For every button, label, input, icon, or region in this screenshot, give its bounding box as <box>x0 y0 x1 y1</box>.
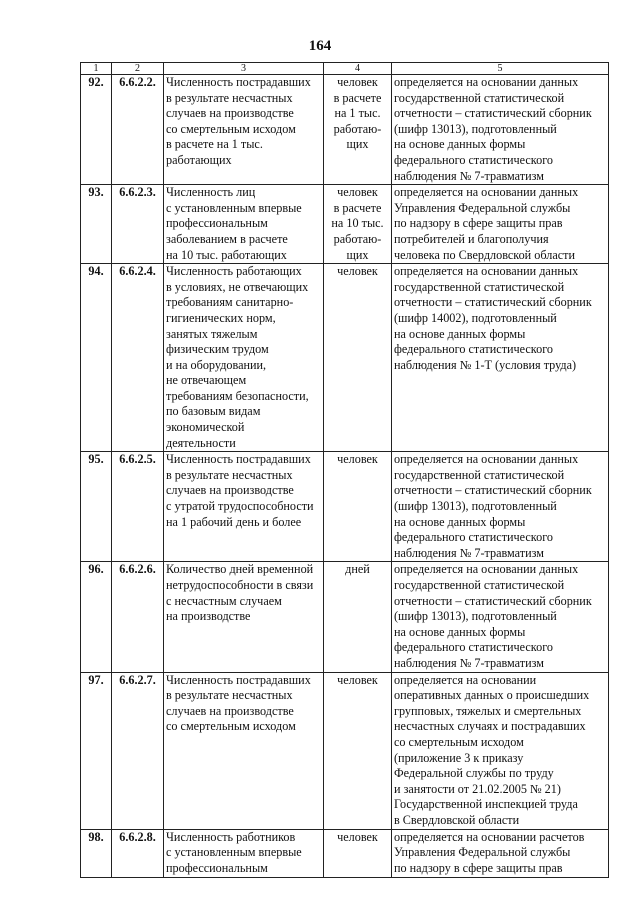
row-number: 94. <box>81 264 112 452</box>
column-header: 1 <box>81 63 112 75</box>
table-header-row <box>81 63 609 75</box>
indicator-source: определяется на основании данных Управления Федеральной службы по надзору в сфере защиты прав потребителей и благополучия человека по Свердловской области <box>392 185 609 264</box>
row-number: 92. <box>81 75 112 185</box>
indicator-source: определяется на основании оперативных данных о происшедших групповых, тяжелых и смертельных несчастных случаях и пострадавших со смертельным исходом (приложение 3 к приказу Федеральной службы по труду и занятости от 21.02.2005 № 21) Государственной инспекцией труда в Свердловской области <box>392 672 609 829</box>
indicator-source: определяется на основании данных государственной статистической отчетности – статистический сборник (шифр 14002), подготовленный на основе данных формы федерального статистического наблюдения № 1-Т (условия труда) <box>392 264 609 452</box>
indicator-unit: дней <box>324 562 392 672</box>
table-row <box>81 562 609 672</box>
indicator-code: 6.6.2.5. <box>112 452 164 562</box>
indicator-name: Численность пострадавших в результате несчастных случаев на производстве с утратой трудоспособности на 1 рабочий день и более <box>164 452 324 562</box>
indicators-table <box>80 62 609 878</box>
indicator-unit: человек <box>324 452 392 562</box>
indicator-code: 6.6.2.6. <box>112 562 164 672</box>
indicator-name: Численность пострадавших в результате несчастных случаев на производстве со смертельным исходом в расчете на 1 тыс. работающих <box>164 75 324 185</box>
column-header: 4 <box>324 63 392 75</box>
table-row <box>81 185 609 264</box>
column-header: 3 <box>164 63 324 75</box>
indicator-source: определяется на основании данных государственной статистической отчетности – статистический сборник (шифр 13013), подготовленный на основе данных формы федерального статистического наблюдения № 7-травматизм <box>392 452 609 562</box>
row-number: 96. <box>81 562 112 672</box>
column-header: 5 <box>392 63 609 75</box>
indicator-name: Численность лиц с установленным впервые профессиональным заболеванием в расчете на 10 тыс. работающих <box>164 185 324 264</box>
indicator-source: определяется на основании данных государственной статистической отчетности – статистический сборник (шифр 13013), подготовленный на основе данных формы федерального статистического наблюдения № 7-травматизм <box>392 75 609 185</box>
row-number: 97. <box>81 672 112 829</box>
indicator-unit: человек <box>324 264 392 452</box>
indicator-code: 6.6.2.4. <box>112 264 164 452</box>
indicator-code: 6.6.2.2. <box>112 75 164 185</box>
table-row <box>81 264 609 452</box>
row-number: 95. <box>81 452 112 562</box>
indicator-name: Численность работников с установленным впервые профессиональным <box>164 829 324 877</box>
indicator-code: 6.6.2.7. <box>112 672 164 829</box>
indicator-unit: человек в расчете на 1 тыс. работаю- щих <box>324 75 392 185</box>
indicator-unit: человек <box>324 829 392 877</box>
row-number: 93. <box>81 185 112 264</box>
indicator-unit: человек <box>324 672 392 829</box>
column-header: 2 <box>112 63 164 75</box>
table-row <box>81 75 609 185</box>
table-row <box>81 829 609 877</box>
indicator-unit: человек в расчете на 10 тыс. работаю- щих <box>324 185 392 264</box>
table-row <box>81 672 609 829</box>
indicator-code: 6.6.2.8. <box>112 829 164 877</box>
indicator-code: 6.6.2.3. <box>112 185 164 264</box>
table-row <box>81 452 609 562</box>
indicator-name: Численность работающих в условиях, не отвечающих требованиям санитарно- гигиенических норм, занятых тяжелым физическим трудом и на оборудовании, не отвечающем требованиям безопасности, по базовым видам экономической деятельности <box>164 264 324 452</box>
page-number: 164 <box>308 38 332 54</box>
indicator-source: определяется на основании расчетов Управления Федеральной службы по надзору в сфере защиты прав <box>392 829 609 877</box>
indicator-name: Количество дней временной нетрудоспособности в связи с несчастным случаем на производстве <box>164 562 324 672</box>
row-number: 98. <box>81 829 112 877</box>
indicator-source: определяется на основании данных государственной статистической отчетности – статистический сборник (шифр 13013), подготовленный на основе данных формы федерального статистического наблюдения № 7-травматизм <box>392 562 609 672</box>
indicator-name: Численность пострадавших в результате несчастных случаев на производстве со смертельным исходом <box>164 672 324 829</box>
